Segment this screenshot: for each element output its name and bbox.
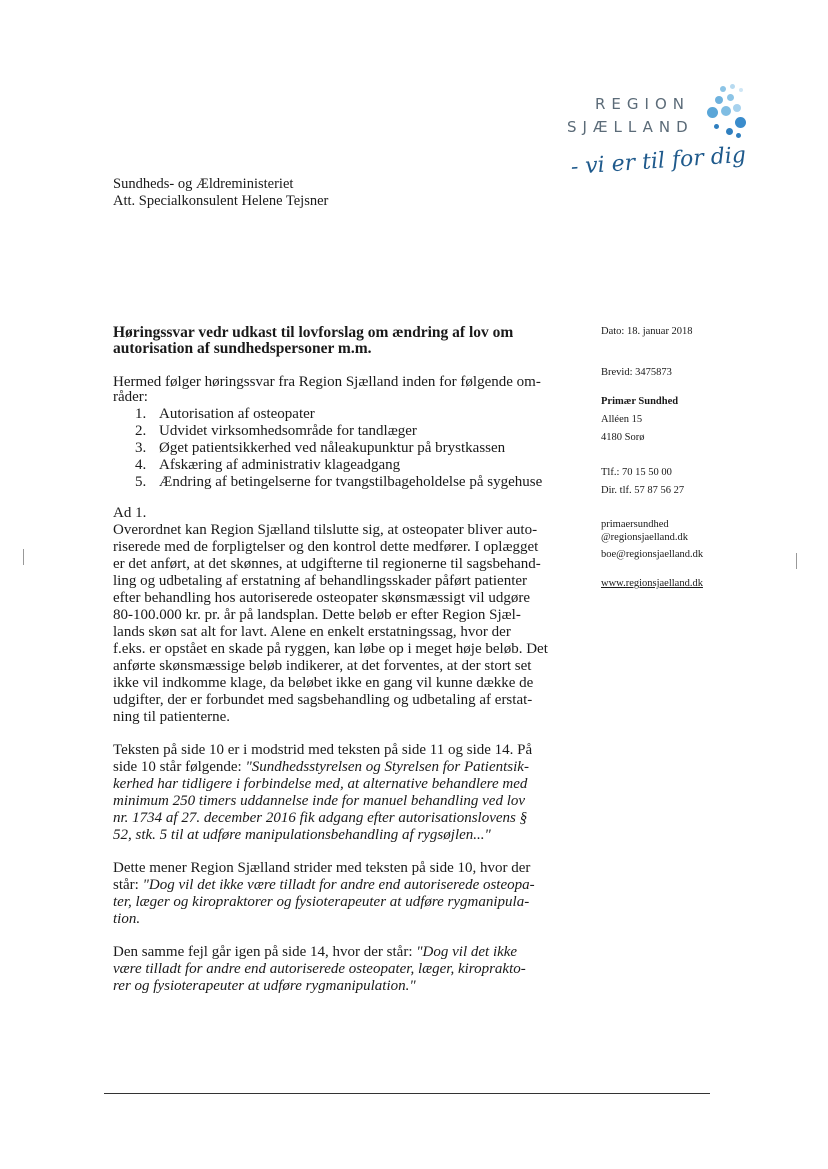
paragraph-line: f.eks. er opstået en skade på ryggen, kan løbe op i meget høje beløb. Det <box>113 641 548 657</box>
quote-line: være tilladt for andre end autoriserede osteopater, læger, kiroprakto- <box>113 961 526 977</box>
list-item: 4. Afskæring af administrativ klageadgang <box>135 457 401 473</box>
quote-line: nr. 1734 af 27. december 2016 fik adgang efter autorisationslovens § <box>113 810 528 826</box>
sidebar-email-1a: primaersundhed <box>601 519 669 530</box>
logo-sjaelland: SJÆLLAND <box>567 118 694 136</box>
sidebar-date: Dato: 18. januar 2018 <box>601 326 693 337</box>
quote-line: 52, stk. 5 til at udføre manipulationsbehandling af rygsøjlen..." <box>113 827 491 843</box>
quote-line: tion. <box>113 911 141 927</box>
paragraph-line: riserede med de forpligtelser og den kontrol dette medfører. I oplægget <box>113 539 539 555</box>
list-item: 1. Autorisation af osteopater <box>135 406 315 422</box>
paragraph-line: side 10 står følgende: "Sundhedsstyrelsen og Styrelsen for Patientsik- <box>113 759 529 775</box>
paragraph-line: ning til patienterne. <box>113 709 231 725</box>
quote-line: rer og fysioterapeuter at udføre rygmanipulation." <box>113 978 416 994</box>
sidebar-dept: Primær Sundhed <box>601 396 679 407</box>
logo-region: REGION <box>595 95 690 113</box>
margin-mark-right <box>796 553 797 569</box>
margin-mark-left <box>23 549 24 565</box>
logo-tagline: - vi er til for dig <box>570 142 747 180</box>
quote-line: kerhed har tidligere i forbindelse med, at alternative behandlere med <box>113 776 528 792</box>
paragraph-line: udgifter, der er forbundet med sagsbehandling og udbetaling af erstat- <box>113 692 533 708</box>
sidebar-email-1b: @regionsjaelland.dk <box>601 532 688 543</box>
quote-line: minimum 250 timers uddannelse inde for manuel behandling ved lov <box>113 793 526 809</box>
list-item: 3. Øget patientsikkerhed ved nåleakupunktur på brystkassen <box>135 440 506 456</box>
paragraph-line: Teksten på side 10 er i modstrid med teksten på side 11 og side 14. På <box>113 742 533 758</box>
sidebar-brevid: Brevid: 3475873 <box>601 367 672 378</box>
document-title-line-2: autorisation af sundhedspersoner m.m. <box>113 340 372 357</box>
list-item: 2. Udvidet virksomhedsområde for tandlæger <box>135 423 417 439</box>
sidebar-street: Alléen 15 <box>601 414 643 425</box>
paragraph-line: ikke vil indkomme klage, da beløbet ikke en gang vil kunne dække de <box>113 675 534 691</box>
quote-line: ter, læger og kiropraktorer og fysioterapeuter at udføre rygmanipula- <box>113 894 530 910</box>
sidebar-city: 4180 Sorø <box>601 432 645 443</box>
paragraph-line: 80-100.000 kr. pr. år på landsplan. Dette beløb er efter Region Sjæl- <box>113 607 521 623</box>
paragraph-line: efter behandling hos autoriserede osteopater skønsmæssigt vil udgøre <box>113 590 530 606</box>
paragraph-line: anførte skønsmæssige beløb indikerer, at det forventes, at der stort set <box>113 658 532 674</box>
paragraph-line: lands skøn sat alt for lavt. Alene en enkelt erstatningssag, hvor der <box>113 624 511 640</box>
intro-line-1: Hermed følger høringssvar fra Region Sjælland inden for følgende om- <box>113 374 541 390</box>
paragraph-line: står: "Dog vil det ikke være tilladt for andre end autoriserede osteopa- <box>113 877 535 893</box>
document-title-line-1: Høringssvar vedr udkast til lovforslag om ændring af lov om <box>113 324 514 341</box>
paragraph-line: Den samme fejl går igen på side 14, hvor der står: "Dog vil det ikke <box>113 944 518 960</box>
intro-line-2: råder: <box>113 389 148 405</box>
sidebar-direct-phone: Dir. tlf. 57 87 56 27 <box>601 485 685 496</box>
sidebar-phone: Tlf.: 70 15 50 00 <box>601 467 672 478</box>
list-item: 5. Ændring af betingelserne for tvangstilbageholdelse på sygehuse <box>135 474 543 490</box>
paragraph-line: ling og udbetaling af erstatning af behandlingsskader påført patienter <box>113 573 528 589</box>
paragraph-line: Overordnet kan Region Sjælland tilslutte sig, at osteopater bliver auto- <box>113 522 538 538</box>
sidebar-website-link[interactable]: www.regionsjaelland.dk <box>601 578 703 589</box>
section-heading-ad1: Ad 1. <box>113 505 147 521</box>
paragraph-line: Dette mener Region Sjælland strider med teksten på side 10, hvor der <box>113 860 531 876</box>
recipient-line-2: Att. Specialkonsulent Helene Tejsner <box>113 193 329 209</box>
recipient-line-1: Sundheds- og Ældreministeriet <box>113 176 294 192</box>
footer-divider <box>104 1093 710 1094</box>
logo-dots-icon <box>706 84 756 144</box>
sidebar-email-2: boe@regionsjaelland.dk <box>601 549 704 560</box>
paragraph-line: er det anført, at det skønnes, at udgifterne til regionerne til sagsbehand- <box>113 556 541 572</box>
